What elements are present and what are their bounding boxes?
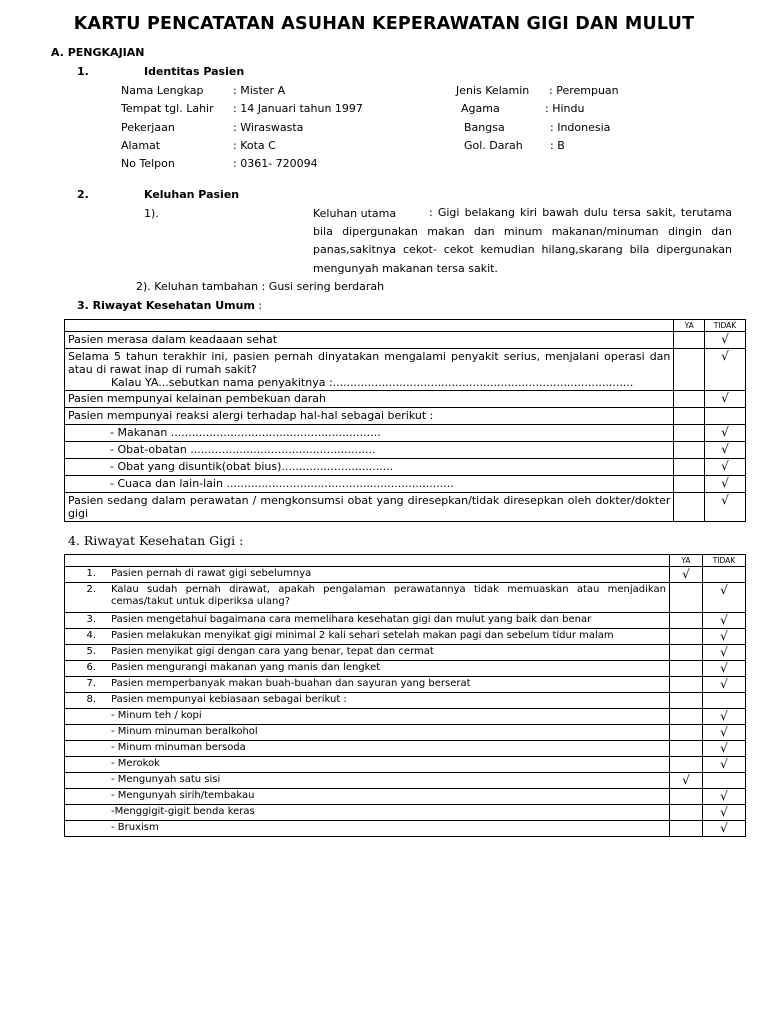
keluhan-item1-number: 1). bbox=[144, 207, 159, 220]
tidak-check-cell: √ bbox=[704, 332, 745, 349]
table-row bbox=[65, 677, 746, 693]
question-cell bbox=[65, 391, 674, 408]
tidak-check-cell: √ bbox=[703, 789, 746, 805]
question-text: Pasien memperbanyak makan buah-buahan dan sayuran yang berserat bbox=[108, 677, 670, 693]
document-title: KARTU PENCATATAN ASUHAN KEPERAWATAN GIGI DAN MULUT bbox=[73, 14, 695, 34]
keluhan-tambahan: 2). Keluhan tambahan : Gusi sering berdarah bbox=[136, 280, 385, 293]
row-number bbox=[65, 773, 109, 789]
table-row bbox=[65, 391, 746, 408]
table-row bbox=[65, 493, 746, 522]
ya-check-cell bbox=[674, 332, 705, 349]
col-tidak-header: TIDAK bbox=[704, 320, 745, 332]
identitas-number: 1. bbox=[77, 65, 89, 78]
ya-check-cell bbox=[670, 805, 703, 821]
ya-check-cell bbox=[670, 757, 703, 773]
ya-check-cell bbox=[670, 789, 703, 805]
tidak-check-cell: √ bbox=[704, 349, 745, 391]
ya-check-cell: √ bbox=[670, 773, 703, 789]
identitas-field-value: : Hindu bbox=[545, 102, 585, 115]
table-header-row bbox=[65, 555, 746, 567]
keluhan-utama-text: : Gigi belakang kiri bawah dulu tersa sakit, terutama bila dipergunakan makan dan minum makanan/minuman dingin dan panas,sakitnya cekot- cekot kemudian hilang,skarang bila dipergunakan mengunyah makanan tersa sakit. bbox=[313, 206, 732, 275]
question-text: - Minum minuman beralkohol bbox=[108, 725, 670, 741]
ya-check-cell bbox=[670, 709, 703, 725]
row-number: 5. bbox=[65, 645, 109, 661]
table-row bbox=[65, 709, 746, 725]
ya-check-cell bbox=[670, 629, 703, 645]
tidak-check-cell: √ bbox=[703, 709, 746, 725]
identitas-field-label: Alamat bbox=[121, 139, 161, 152]
tidak-check-cell bbox=[703, 773, 746, 789]
tidak-check-cell bbox=[703, 693, 746, 709]
identitas-field-value: : Mister A bbox=[233, 84, 286, 97]
question-text: - Merokok bbox=[108, 757, 670, 773]
question-cell bbox=[65, 459, 674, 476]
question-text: - Mengunyah satu sisi bbox=[108, 773, 670, 789]
table-row bbox=[65, 459, 746, 476]
table-row bbox=[65, 757, 746, 773]
ya-check-cell: √ bbox=[670, 567, 703, 583]
table-row bbox=[65, 349, 746, 391]
row-number bbox=[65, 805, 109, 821]
ya-check-cell bbox=[670, 613, 703, 629]
tidak-check-cell bbox=[703, 567, 746, 583]
table-header-row bbox=[65, 320, 746, 332]
ya-check-cell bbox=[670, 645, 703, 661]
table-row bbox=[65, 661, 746, 677]
question-text: - Minum minuman bersoda bbox=[108, 741, 670, 757]
table-row bbox=[65, 476, 746, 493]
question-text: Pasien mempunyai kebiasaan sebagai berikut : bbox=[108, 693, 670, 709]
section-a-heading: A. PENGKAJIAN bbox=[51, 46, 145, 59]
identitas-field-label: Pekerjaan bbox=[121, 121, 175, 134]
table-row bbox=[65, 583, 746, 613]
identitas-field-label: No Telpon bbox=[121, 157, 175, 170]
col-ya-header: YA bbox=[674, 320, 705, 332]
ya-check-cell bbox=[670, 741, 703, 757]
row-number bbox=[65, 789, 109, 805]
question-text: Pasien merasa dalam keadaaan sehat bbox=[68, 333, 278, 346]
question-text: - Obat-obatan ..................................................... bbox=[110, 443, 376, 456]
tidak-check-cell: √ bbox=[703, 645, 746, 661]
table-row bbox=[65, 741, 746, 757]
tidak-check-cell: √ bbox=[704, 425, 745, 442]
ya-check-cell bbox=[674, 391, 705, 408]
tidak-check-cell: √ bbox=[703, 757, 746, 773]
question-text: - Bruxism bbox=[108, 821, 670, 837]
row-number: 8. bbox=[65, 693, 109, 709]
keluhan-number: 2. bbox=[77, 188, 89, 201]
question-text: Pasien pernah di rawat gigi sebelumnya bbox=[108, 567, 670, 583]
row-number bbox=[65, 741, 109, 757]
table-row bbox=[65, 425, 746, 442]
question-text: - Obat yang disuntik(obat bius)................................ bbox=[110, 460, 394, 473]
question-cell bbox=[65, 425, 674, 442]
tidak-check-cell: √ bbox=[704, 493, 745, 522]
question-subtext: Kalau YA...sebutkan nama penyakitnya :...................................................................................... bbox=[111, 376, 634, 389]
question-cell bbox=[65, 476, 674, 493]
riwayat-umum-table bbox=[64, 319, 746, 522]
question-text: - Makanan ............................................................ bbox=[110, 426, 381, 439]
identitas-field-value: : 14 Januari tahun 1997 bbox=[233, 102, 363, 115]
question-cell bbox=[65, 408, 674, 425]
tidak-check-cell: √ bbox=[703, 805, 746, 821]
identitas-field-value: : Perempuan bbox=[549, 84, 619, 97]
identitas-field-value: : 0361- 720094 bbox=[233, 157, 318, 170]
question-text: - Cuaca dan lain-lain ................................................................. bbox=[110, 477, 454, 490]
question-cell bbox=[65, 349, 674, 391]
col-tidak-header: TIDAK bbox=[703, 555, 746, 567]
question-text: Pasien sedang dalam perawatan / mengkonsumsi obat yang diresepkan/tidak diresepkan oleh dokter/dokter gigi bbox=[68, 494, 671, 520]
table-row bbox=[65, 613, 746, 629]
table-row bbox=[65, 645, 746, 661]
riwayat-gigi-table bbox=[64, 554, 746, 837]
identitas-field-label: Agama bbox=[461, 102, 500, 115]
tidak-check-cell: √ bbox=[703, 583, 746, 613]
table-row bbox=[65, 821, 746, 837]
tidak-check-cell: √ bbox=[703, 677, 746, 693]
identitas-heading: Identitas Pasien bbox=[144, 65, 245, 78]
ya-check-cell bbox=[674, 425, 705, 442]
row-number bbox=[65, 709, 109, 725]
identitas-field-value: : Kota C bbox=[233, 139, 276, 152]
tidak-check-cell: √ bbox=[703, 661, 746, 677]
identitas-field-value: : B bbox=[550, 139, 565, 152]
identitas-field-label: Nama Lengkap bbox=[121, 84, 204, 97]
row-number: 1. bbox=[65, 567, 109, 583]
ya-check-cell bbox=[674, 476, 705, 493]
ya-check-cell bbox=[670, 693, 703, 709]
ya-check-cell bbox=[670, 583, 703, 613]
table-row bbox=[65, 332, 746, 349]
tidak-check-cell: √ bbox=[703, 725, 746, 741]
tidak-check-cell: √ bbox=[703, 629, 746, 645]
question-cell bbox=[65, 442, 674, 459]
table-row bbox=[65, 408, 746, 425]
question-text: Pasien mengetahui bagaimana cara memelihara kesehatan gigi dan mulut yang baik dan benar bbox=[108, 613, 670, 629]
question-cell bbox=[65, 493, 674, 522]
ya-check-cell bbox=[670, 661, 703, 677]
col-ya-header: YA bbox=[670, 555, 703, 567]
table-row bbox=[65, 789, 746, 805]
identitas-field-value: : Indonesia bbox=[550, 121, 611, 134]
table-row bbox=[65, 629, 746, 645]
ya-check-cell bbox=[674, 349, 705, 391]
table-row bbox=[65, 693, 746, 709]
row-number bbox=[65, 757, 109, 773]
row-number: 4. bbox=[65, 629, 109, 645]
identitas-field-value: : Wiraswasta bbox=[233, 121, 304, 134]
table-row bbox=[65, 567, 746, 583]
row-number: 6. bbox=[65, 661, 109, 677]
keluhan-heading: Keluhan Pasien bbox=[144, 188, 240, 201]
table-row bbox=[65, 725, 746, 741]
row-number bbox=[65, 821, 109, 837]
question-text: Selama 5 tahun terakhir ini, pasien pernah dinyatakan mengalami penyakit serius, menjalani operasi dan atau di rawat inap di rumah sakit? bbox=[68, 350, 671, 376]
question-text: Kalau sudah pernah dirawat, apakah pengalaman perawatannya tidak memuaskan atau menjadikan cemas/takut untuk diperiksa ulang? bbox=[108, 583, 670, 613]
table-row bbox=[65, 805, 746, 821]
identitas-field-label: Gol. Darah bbox=[464, 139, 523, 152]
question-text: Pasien mempunyai kelainan pembekuan darah bbox=[68, 392, 326, 405]
keluhan-utama-label: Keluhan utama bbox=[313, 207, 397, 220]
question-text: - Mengunyah sirih/tembakau bbox=[108, 789, 670, 805]
row-number: 2. bbox=[65, 583, 109, 613]
question-cell bbox=[65, 332, 674, 349]
tidak-check-cell: √ bbox=[704, 442, 745, 459]
identitas-field-label: Tempat tgl. Lahir bbox=[121, 102, 214, 115]
question-text: -Menggigit-gigit benda keras bbox=[108, 805, 670, 821]
ya-check-cell bbox=[670, 821, 703, 837]
row-number: 3. bbox=[65, 613, 109, 629]
ya-check-cell bbox=[674, 459, 705, 476]
tidak-check-cell: √ bbox=[703, 821, 746, 837]
row-number: 7. bbox=[65, 677, 109, 693]
question-text: Pasien melakukan menyikat gigi minimal 2 kali sehari setelah makan pagi dan sebelum tidur malam bbox=[108, 629, 670, 645]
table-row bbox=[65, 442, 746, 459]
tidak-check-cell: √ bbox=[703, 613, 746, 629]
identitas-field-label: Jenis Kelamin bbox=[456, 84, 530, 97]
question-text: Pasien mengurangi makanan yang manis dan lengket bbox=[108, 661, 670, 677]
ya-check-cell bbox=[674, 442, 705, 459]
tidak-check-cell: √ bbox=[704, 459, 745, 476]
ya-check-cell bbox=[670, 725, 703, 741]
ya-check-cell bbox=[670, 677, 703, 693]
tidak-check-cell: √ bbox=[704, 391, 745, 408]
table-row bbox=[65, 773, 746, 789]
question-text: Pasien menyikat gigi dengan cara yang benar, tepat dan cermat bbox=[108, 645, 670, 661]
question-text: Pasien mempunyai reaksi alergi terhadap hal-hal sebagai berikut : bbox=[68, 409, 434, 422]
riwayat-gigi-heading: 4. Riwayat Kesehatan Gigi : bbox=[68, 533, 244, 548]
riwayat-umum-heading: 3. Riwayat Kesehatan Umum : bbox=[77, 299, 263, 312]
tidak-check-cell bbox=[704, 408, 745, 425]
ya-check-cell bbox=[674, 493, 705, 522]
tidak-check-cell: √ bbox=[703, 741, 746, 757]
ya-check-cell bbox=[674, 408, 705, 425]
tidak-check-cell: √ bbox=[704, 476, 745, 493]
identitas-field-label: Bangsa bbox=[464, 121, 505, 134]
row-number bbox=[65, 725, 109, 741]
question-text: - Minum teh / kopi bbox=[108, 709, 670, 725]
